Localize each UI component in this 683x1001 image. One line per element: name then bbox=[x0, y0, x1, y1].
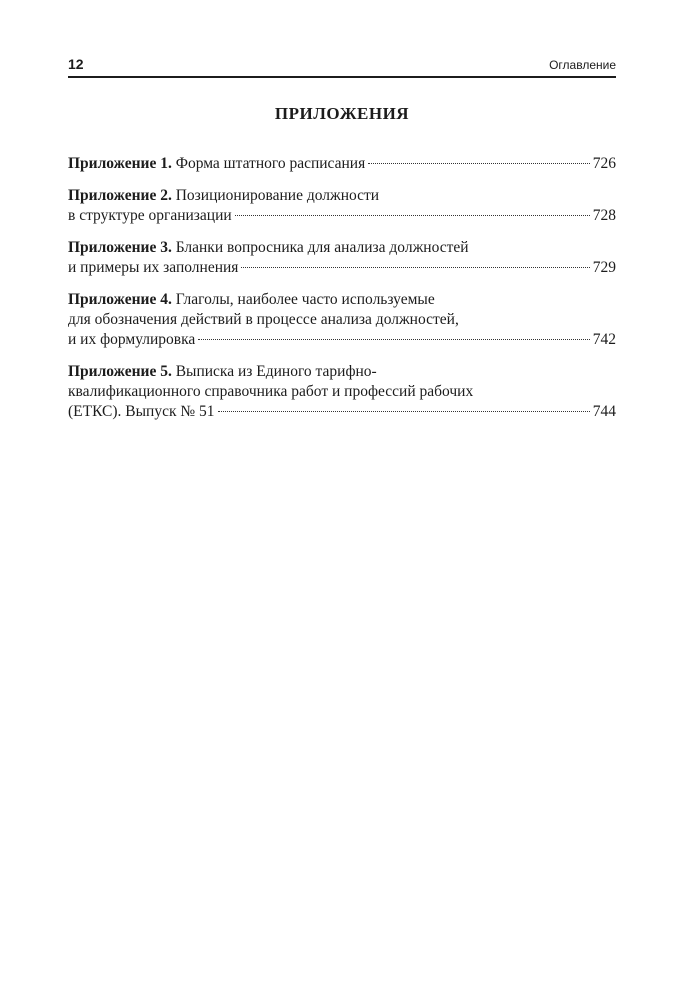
table-of-contents bbox=[68, 154, 616, 434]
toc-entry-line bbox=[68, 154, 616, 174]
toc-entry-appendix-1[interactable] bbox=[68, 154, 616, 174]
toc-entry-line bbox=[68, 238, 616, 258]
dot-leader bbox=[241, 267, 589, 268]
toc-entry-page: 729 bbox=[592, 259, 616, 276]
page-header bbox=[68, 56, 616, 78]
toc-entry-title: и их формулировка bbox=[68, 331, 196, 348]
toc-entry-title: (ЕТКС). Выпуск № 51 bbox=[68, 403, 215, 420]
dot-leader bbox=[198, 339, 589, 340]
toc-entry-line bbox=[68, 330, 616, 350]
toc-entry-title: и примеры их заполнения bbox=[68, 259, 239, 276]
toc-entry-label: Приложение 4. bbox=[68, 291, 172, 308]
toc-entry-page: 742 bbox=[592, 331, 616, 348]
toc-entry-page: 728 bbox=[592, 207, 616, 224]
toc-entry-label: Приложение 1. bbox=[68, 155, 172, 172]
toc-entry-title: квалификационного справочника работ и профессий рабочих bbox=[68, 383, 474, 400]
toc-entry-appendix-4[interactable] bbox=[68, 290, 616, 350]
running-title: Оглавление bbox=[549, 58, 616, 72]
section-title: ПРИЛОЖЕНИЯ bbox=[274, 104, 410, 123]
toc-entry-title: Форма штатного расписания bbox=[175, 155, 366, 172]
toc-entry-label: Приложение 2. bbox=[68, 187, 172, 204]
toc-entry-line bbox=[68, 206, 616, 226]
toc-entry-label: Приложение 3. bbox=[68, 239, 172, 256]
toc-entry-appendix-5[interactable] bbox=[68, 362, 616, 422]
toc-entry-line bbox=[68, 258, 616, 278]
page-number: 12 bbox=[68, 56, 84, 72]
toc-entry-title: Выписка из Единого тарифно- bbox=[175, 363, 377, 380]
toc-entry-line bbox=[68, 290, 616, 310]
toc-entry-page: 726 bbox=[592, 155, 616, 172]
toc-entry-page: 744 bbox=[592, 403, 616, 420]
toc-entry-appendix-2[interactable] bbox=[68, 186, 616, 226]
toc-entry-title: Глаголы, наиболее часто используемые bbox=[175, 291, 435, 308]
toc-entry-label: Приложение 5. bbox=[68, 363, 172, 380]
dot-leader bbox=[218, 411, 590, 412]
toc-entry-title: для обозначения действий в процессе анализа должностей, bbox=[68, 311, 459, 328]
toc-entry-line bbox=[68, 362, 616, 382]
toc-entry-title: Позиционирование должности bbox=[175, 187, 380, 204]
toc-entry-line bbox=[68, 186, 616, 206]
dot-leader bbox=[368, 163, 590, 164]
toc-entry-title: в структуре организации bbox=[68, 207, 232, 224]
toc-entry-line bbox=[68, 402, 616, 422]
dot-leader bbox=[235, 215, 590, 216]
toc-entry-appendix-3[interactable] bbox=[68, 238, 616, 278]
toc-entry-title: Бланки вопросника для анализа должностей bbox=[175, 239, 469, 256]
